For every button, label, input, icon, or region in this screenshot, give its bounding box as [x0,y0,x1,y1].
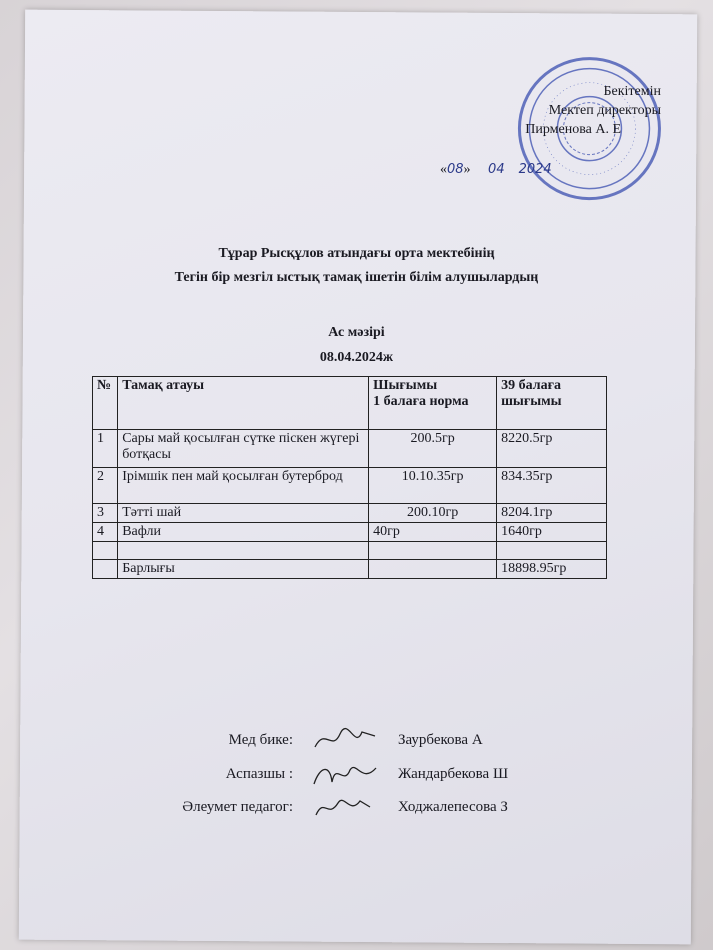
total-label: Барлығы [118,560,369,579]
col-total: 39 балаға шығымы [497,377,607,430]
approval-position: Мектеп директоры [548,103,661,118]
cell-dish: Вафли [118,523,369,542]
table-row-empty [93,542,607,560]
cell-norm: 10.10.35гр [369,468,497,504]
cell-norm: 40гр [369,523,497,542]
cell-norm: 200.5гр [369,430,497,468]
cell-norm [369,542,497,560]
approval-title: Бекітемін [603,84,661,99]
signer-role: Мед бике: [228,732,293,748]
table-total-row [93,560,607,579]
col-number: № [93,377,118,430]
signer-name: Ходжалепесова З [398,799,508,815]
cell-number: 2 [93,468,118,504]
signature-scribble [310,756,380,790]
cell-total: 8204.1гр [497,504,607,523]
cell-norm: 200.10гр [369,504,497,523]
cell-number: 3 [93,504,118,523]
signer-name: Заурбекова А [398,732,483,748]
cell-total: 834.35гр [497,468,607,504]
table-row [93,523,607,542]
menu-date: 08.04.2024ж [319,350,394,365]
signer-name: Жандарбекова Ш [398,766,509,782]
cell-dish: Ірімшік пен май қосылған бутерброд [118,468,369,504]
signature-scribble [310,722,380,756]
approval-year: 2024 [518,162,552,177]
subtitle: Тегін бір мезгіл ыстық тамақ ішетін білім алушылардың [174,270,539,285]
menu-title: Ас мәзірі [328,325,385,340]
cell-dish [118,542,369,560]
signer-role: Аспазшы : [225,766,293,782]
approval-day: 08 [447,162,464,177]
approval-month: 04 [488,162,505,177]
table-row [93,468,607,504]
signature-scribble [310,789,380,823]
cell-number [93,560,118,579]
cell-total: 8220.5гр [497,430,607,468]
col-dish: Тамақ атауы [118,377,369,430]
table-row [93,430,607,468]
approval-director: Пирменова А. Е [525,122,621,137]
table-header-row [93,377,607,430]
signature-row [0,766,713,788]
cell-total: 1640гр [497,523,607,542]
cell-dish: Сары май қосылған сүтке піскен жүгері ботқасы [118,430,369,468]
signature-row [0,799,713,821]
school-title: Тұрар Рысқұлов атындағы орта мектебінің [218,246,495,261]
cell-dish: Тәтті шай [118,504,369,523]
col-norm: Шығымы 1 балаға норма [369,377,497,430]
table-row [93,504,607,523]
signer-role: Әлеумет педагог: [182,799,293,815]
cell-number: 4 [93,523,118,542]
approval-date: «08» 04 2024 [440,162,552,177]
menu-table [92,376,607,579]
cell-number: 1 [93,430,118,468]
signature-row [0,732,713,754]
total-value: 18898.95гр [497,560,607,579]
cell-norm [369,560,497,579]
cell-number [93,542,118,560]
cell-total [497,542,607,560]
approval-block [525,82,661,139]
